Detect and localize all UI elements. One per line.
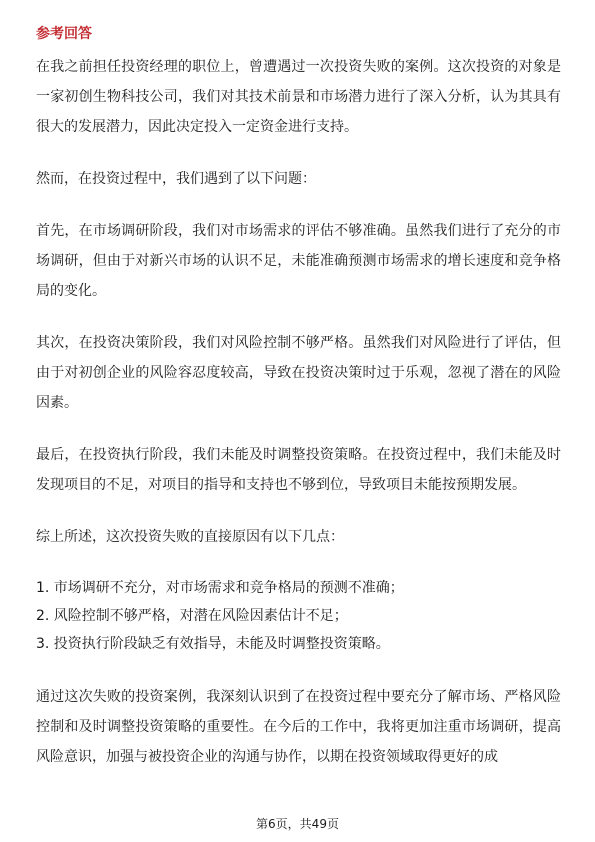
paragraph-first: 首先，在市场调研阶段，我们对市场需求的评估不够准确。虽然我们进行了充分的市场调研，但由于对新兴市场的认识不足，未能准确预测市场需求的增长速度和竞争格局的变化。 — [36, 223, 561, 299]
paragraph-conclusion: 通过这次失败的投资案例，我深刻认识到了在投资过程中要充分了解市场、严格风险控制和及时调整投资策略的重要性。在今后的工作中，我将更加注重市场调研，提高风险意识，加强与被投资企业的沟通与协作，以期在投资领域取得更好的成 — [36, 689, 561, 765]
list-item: 3. 投资执行阶段缺乏有效指导，未能及时调整投资策略。 — [36, 636, 390, 652]
page-number: 第6页，共49页 — [256, 817, 339, 831]
list-item: 1. 市场调研不充分，对市场需求和竞争格局的预测不准确； — [36, 580, 404, 596]
paragraph-summary-lead: 综上所述，这次投资失败的直接原因有以下几点： — [36, 529, 344, 545]
section-heading: 参考回答 — [36, 26, 92, 42]
list-item: 2. 风险控制不够严格，对潜在风险因素估计不足； — [36, 608, 348, 624]
paragraph-last: 最后，在投资执行阶段，我们未能及时调整投资策略。在投资过程中，我们未能及时发现项目的不足，对项目的指导和支持也不够到位，导致项目未能按预期发展。 — [36, 447, 561, 493]
cause-list — [36, 574, 561, 658]
paragraph-second: 其次，在投资决策阶段，我们对风险控制不够严格。虽然我们对风险进行了评估，但由于对初创企业的风险容忍度较高，导致在投资决策时过于乐观，忽视了潜在的风险因素。 — [36, 335, 561, 411]
answer-body — [36, 52, 561, 772]
paragraph-problems-lead: 然而，在投资过程中，我们遇到了以下问题： — [36, 171, 316, 187]
paragraph-intro: 在我之前担任投资经理的职位上，曾遭遇过一次投资失败的案例。这次投资的对象是一家初创生物科技公司，我们对其技术前景和市场潜力进行了深入分析，认为其具有很大的发展潜力，因此决定投入一定资金进行支持。 — [36, 59, 561, 135]
